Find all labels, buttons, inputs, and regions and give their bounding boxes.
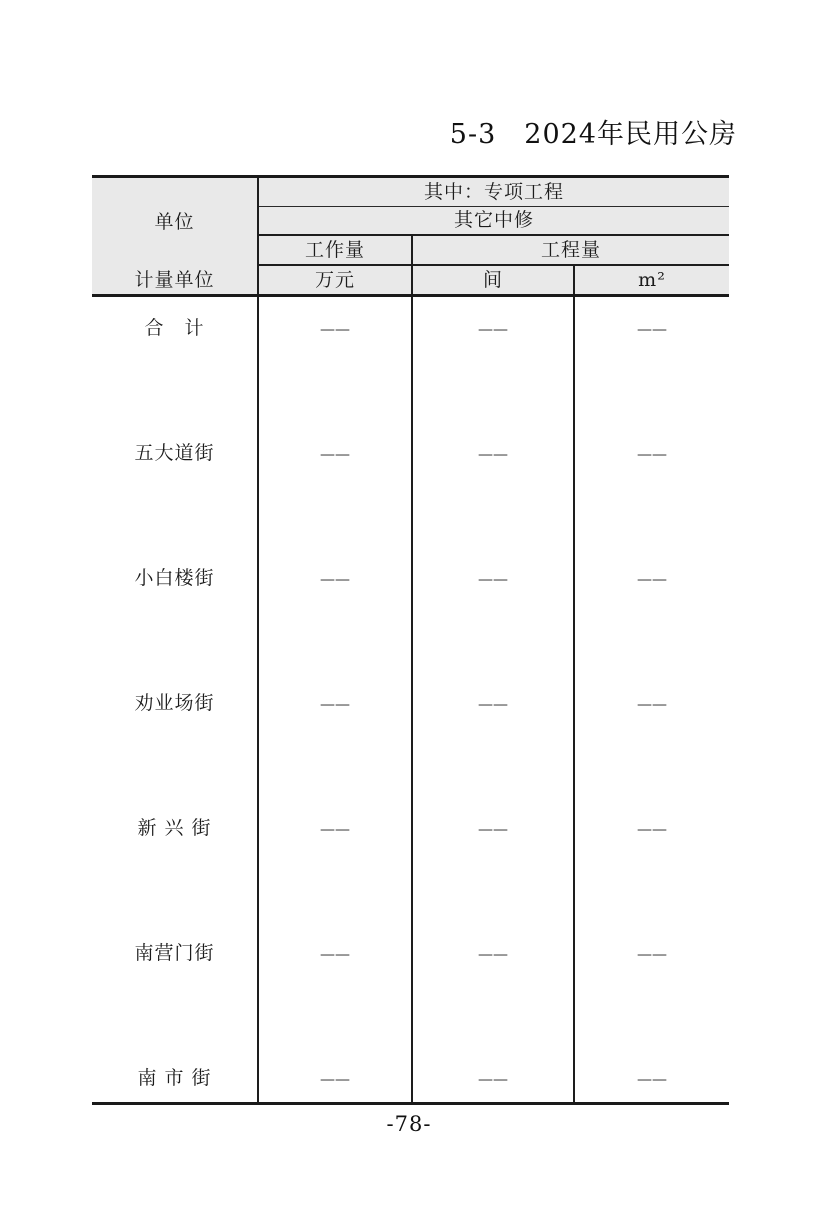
table-row — [92, 797, 729, 922]
row-label: 劝业场街 — [92, 672, 259, 797]
row-label: 南营门街 — [92, 922, 259, 1047]
row-label: 五大道街 — [92, 422, 259, 547]
row-value: —— — [637, 1070, 667, 1088]
table-row — [92, 422, 729, 547]
row-value: —— — [413, 422, 575, 547]
table-row — [92, 297, 729, 422]
row-label: 新 兴 街 — [92, 797, 259, 922]
page-number: -78- — [386, 1112, 432, 1136]
row-value: —— — [637, 945, 667, 963]
row-value: —— — [259, 547, 413, 672]
header-span-mid: 其它中修 — [259, 207, 729, 236]
header-span-top: 其中：专项工程 — [259, 178, 729, 207]
row-label: 南 市 街 — [92, 1047, 259, 1102]
row-value: —— — [413, 797, 575, 922]
row-value: —— — [637, 445, 667, 463]
table-row — [92, 672, 729, 797]
row-label: 小白楼街 — [92, 547, 259, 672]
table-row — [92, 547, 729, 672]
row-value: —— — [259, 1047, 413, 1102]
table-body — [92, 297, 729, 1105]
row-value: —— — [413, 297, 575, 422]
header-workload: 工作量 — [259, 236, 413, 266]
header-unit-sqm: m² — [638, 268, 666, 291]
row-value: —— — [637, 570, 667, 588]
row-value: —— — [413, 547, 575, 672]
page-title: 5-3 2024年民用公房 — [449, 119, 737, 150]
header-unit: 单位 — [92, 178, 259, 266]
row-value: —— — [413, 1047, 575, 1102]
header-unit-jian: 间 — [413, 266, 575, 294]
table-row — [92, 1047, 729, 1102]
row-label: 合 计 — [92, 297, 259, 422]
table-header — [92, 175, 729, 297]
row-value: —— — [259, 422, 413, 547]
header-quantity: 工程量 — [413, 236, 729, 266]
table-row — [92, 922, 729, 1047]
header-unit-wanyuan: 万元 — [259, 266, 413, 294]
row-value: —— — [413, 672, 575, 797]
row-value: —— — [637, 320, 667, 338]
row-value: —— — [259, 297, 413, 422]
header-measure-unit: 计量单位 — [92, 266, 259, 294]
statistics-table — [92, 175, 729, 1105]
row-value: —— — [637, 820, 667, 838]
row-value: —— — [413, 922, 575, 1047]
row-value: —— — [259, 672, 413, 797]
row-value: —— — [637, 695, 667, 713]
row-value: —— — [259, 797, 413, 922]
row-value: —— — [259, 922, 413, 1047]
